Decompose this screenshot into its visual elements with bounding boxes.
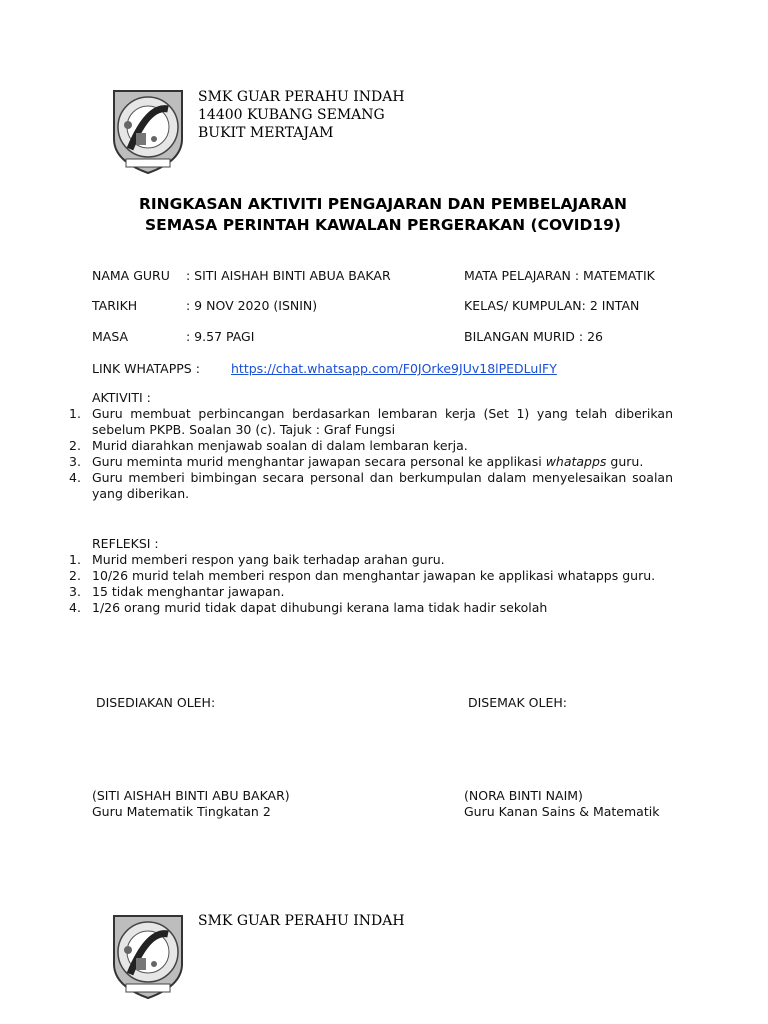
item-text: Murid diarahkan menjawab soalan di dalam lembaran kerja. xyxy=(92,438,468,453)
item-number: 2. xyxy=(69,568,81,583)
item-text: 1/26 orang murid tidak dapat dihubungi kerana lama tidak hadir sekolah xyxy=(92,600,548,615)
list-item xyxy=(69,568,673,584)
title-line-1: RINGKASAN AKTIVITI PENGAJARAN DAN PEMBELAJARAN xyxy=(138,195,628,213)
item-text: Murid memberi respon yang baik terhadap arahan guru. xyxy=(92,552,445,567)
tarikh-value: : 9 NOV 2020 (ISNIN) xyxy=(186,298,318,313)
school-crest-icon xyxy=(108,87,188,175)
bilangan-murid: BILANGAN MURID : 26 xyxy=(464,329,603,344)
nama-guru-value: : SITI AISHAH BINTI ABUA BAKAR xyxy=(186,268,391,283)
school-crest-icon xyxy=(108,912,188,1000)
refleksi-heading: REFLEKSI : xyxy=(92,536,159,551)
aktiviti-list xyxy=(0,406,673,502)
prepared-name: (SITI AISHAH BINTI ABU BAKAR) xyxy=(92,788,290,803)
school-town: BUKIT MERTAJAM xyxy=(198,125,334,141)
tarikh-label: TARIKH xyxy=(92,298,138,313)
whatsapp-link[interactable]: https://chat.whatsapp.com/F0JOrke9JUv18lPEDLuIFY xyxy=(231,361,557,376)
footer-school-name: SMK GUAR PERAHU INDAH xyxy=(198,913,405,929)
item-text: 15 tidak menghantar jawapan. xyxy=(92,584,285,599)
item-text xyxy=(92,454,643,469)
list-item xyxy=(69,584,673,600)
item-number: 1. xyxy=(69,406,81,421)
school-address xyxy=(198,88,405,142)
checked-name: (NORA BINTI NAIM) xyxy=(464,788,583,803)
list-item xyxy=(69,600,673,616)
prepared-by-block xyxy=(92,788,290,820)
checked-by-block xyxy=(464,788,659,820)
mata-pelajaran: MATA PELAJARAN : MATEMATIK xyxy=(464,268,655,283)
masa-label: MASA xyxy=(92,329,129,344)
item-text: Guru membuat perbincangan berdasarkan lembaran kerja (Set 1) yang telah diberikan sebelum PKPB. Soalan 30 (c). Tajuk : Graf Fungsi xyxy=(92,406,673,437)
list-item xyxy=(69,470,673,502)
aktiviti-heading: AKTIVITI : xyxy=(92,390,151,405)
list-item xyxy=(69,438,673,454)
item-text-part: Guru meminta murid menghantar jawapan secara personal ke applikasi xyxy=(92,454,546,469)
item-number: 3. xyxy=(69,454,81,469)
item-text: Guru memberi bimbingan secara personal dan berkumpulan dalam menyelesaikan soalan yang diberikan. xyxy=(92,470,673,501)
prepared-title: Guru Matematik Tingkatan 2 xyxy=(92,804,271,819)
school-postcode: 14400 KUBANG SEMANG xyxy=(198,107,385,123)
item-number: 4. xyxy=(69,470,81,485)
list-item xyxy=(69,454,673,470)
masa-value: : 9.57 PAGI xyxy=(186,329,255,344)
checked-by-label: DISEMAK OLEH: xyxy=(468,695,567,710)
link-label: LINK WHATAPPS : xyxy=(92,361,200,376)
prepared-by-label: DISEDIAKAN OLEH: xyxy=(96,695,216,710)
item-number: 1. xyxy=(69,552,81,567)
item-number: 2. xyxy=(69,438,81,453)
nama-guru-label: NAMA GURU xyxy=(92,268,170,283)
title-line-2: SEMASA PERINTAH KAWALAN PERGERAKAN (COVID19) xyxy=(144,216,622,234)
document-title xyxy=(60,194,706,236)
checked-title: Guru Kanan Sains & Matematik xyxy=(464,804,660,819)
item-text-emphasis: whatapps xyxy=(545,454,607,469)
list-item xyxy=(69,552,673,568)
item-number: 3. xyxy=(69,584,81,599)
kelas-kumpulan: KELAS/ KUMPULAN: 2 INTAN xyxy=(464,298,640,313)
school-name: SMK GUAR PERAHU INDAH xyxy=(198,89,405,105)
refleksi-list xyxy=(0,552,673,616)
item-text: 10/26 murid telah memberi respon dan menghantar jawapan ke applikasi whatapps guru. xyxy=(92,568,656,583)
item-number: 4. xyxy=(69,600,81,615)
list-item xyxy=(69,406,673,438)
item-text-part: guru. xyxy=(606,454,644,469)
